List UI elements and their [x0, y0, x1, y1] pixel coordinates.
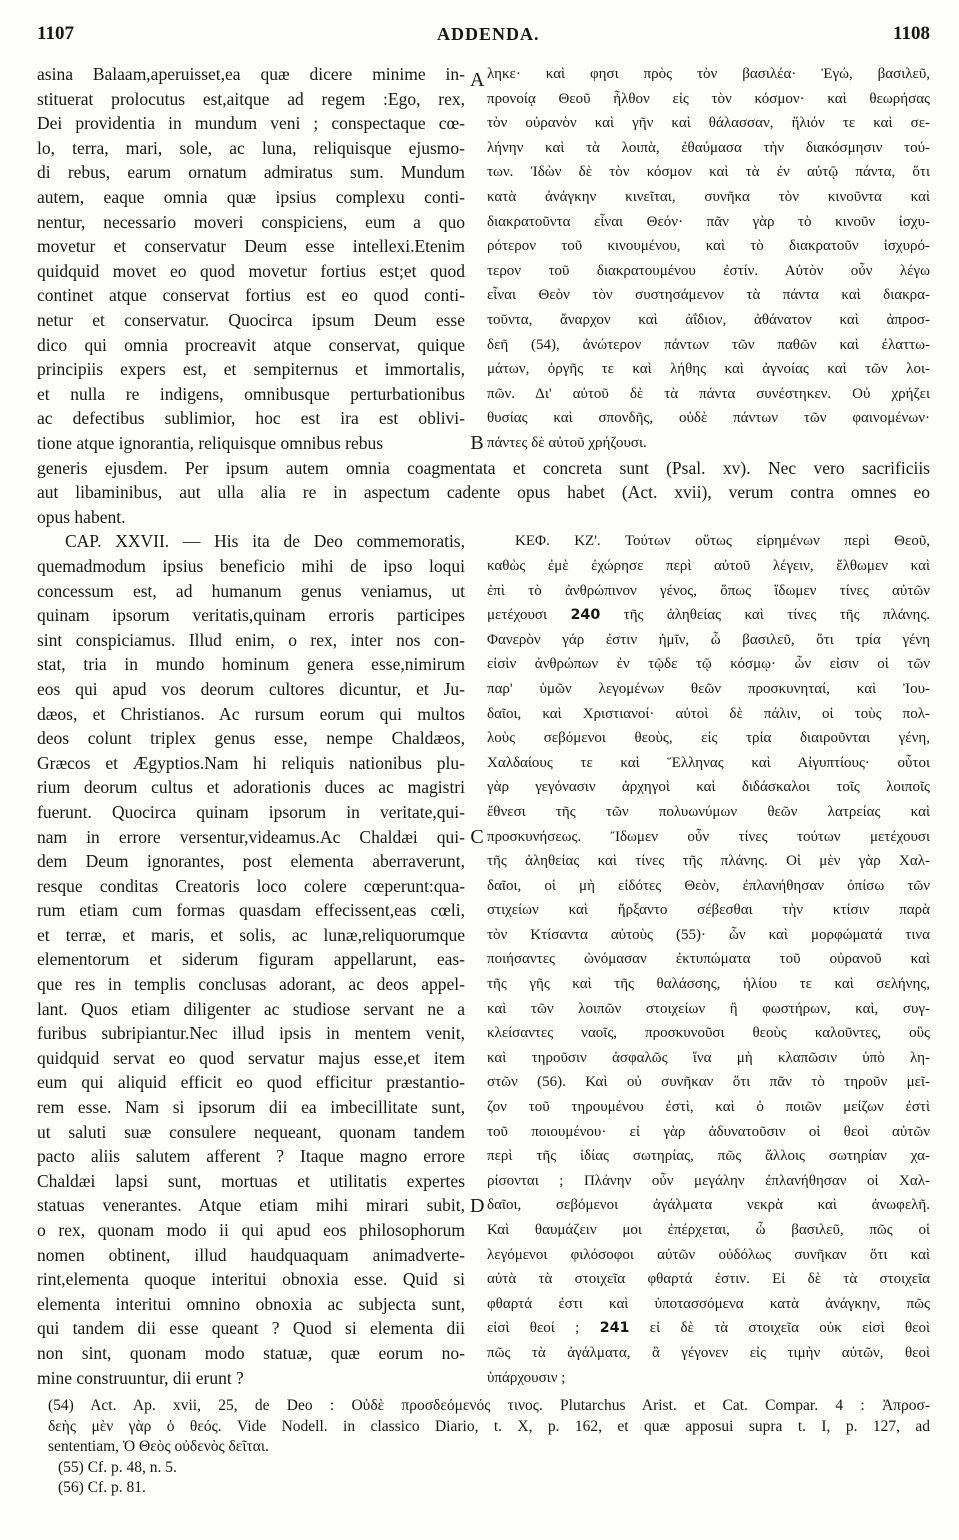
greek-line: των. Ἰδὼν δὲ τὸν κόσμον καὶ τὰ ἐν αὐτῷ πάντα, ὅτι: [487, 164, 930, 181]
full-width-line: generis ejusdem. Per ipsum autem omnia coagmentata et concreta sunt (Psal. xv). Nec vero sacrificiis: [37, 457, 930, 478]
greek-line: τὸν οὐρανὸν καὶ γῆν καὶ θάλασσαν, ἥλιόν τε καὶ σε-: [487, 115, 930, 132]
greek-line: μάτων, ὀργῆς τε καὶ λήθης καὶ ἀγνοίας καὶ τῶν λοι-: [487, 361, 930, 378]
greek-line: δεῆ (54), ἀνώτερον πάντων τῶν παθῶν καὶ ἐλαττω-: [487, 336, 930, 353]
latin-line: stituerat prolocutus est,aitque ad regem :Ego, rex,: [37, 88, 465, 109]
full-width-line: opus habent.: [37, 506, 126, 527]
footnote-line: (56) Cf. p. 81.: [58, 1479, 146, 1496]
greek-line: εἰσὶ θεοί ; 241 εἰ δὲ τὰ στοιχεῖα οὐκ εἰσὶ θεοὶ: [487, 1320, 930, 1337]
footnote: [48, 1458, 930, 1479]
latin-line: Græcos et Ægyptios.Nam hi reliquis nationibus plu-: [37, 752, 465, 773]
greek-line: αὐτὰ τὰ στοιχεῖα φθαρτά ἐστιν. Εἰ δὲ τὰ στοιχεῖα: [487, 1271, 930, 1288]
greek-line: ληκε· καὶ φησι πρὸς τὸν βασιλέα· Ἐγώ, βασιλεῦ,: [487, 66, 930, 82]
latin-line: asina Balaam,aperuisset,ea quæ dicere minime in-: [37, 64, 465, 84]
greek-line: ΚΕΦ. ΚΖ'. Τούτων οὕτως εἰρημένων περὶ Θεοῦ,: [515, 533, 930, 550]
greek-line: προνοίᾳ Θεοῦ ἦλθον εἰς τὸν κόσμον· καὶ θεωρήσας: [487, 90, 930, 107]
latin-line: mine construuntur, dii erunt ?: [37, 1367, 244, 1388]
latin-line: netur et conservatur. Quocirca ipsum Deum esse: [37, 309, 465, 330]
page-number-right: 1108: [893, 23, 930, 44]
margin-letter: C: [470, 825, 484, 848]
greek-line: τερον τοῦ διακρατουμένου ἐστίν. Αὐτὸν οὖν λέγω: [487, 262, 930, 279]
greek-line: ἐπὶ τὸ ἀνθρώπινον γένος, ὅπως ἴδωμεν τίνες αὐτῶν: [487, 582, 930, 599]
parallel-section-1: [37, 62, 930, 456]
parallel-section-2: [37, 529, 930, 1390]
greek-line: λεγόμενοι φιλόσοφοι αὐτῶν οὐδόλως συνῆκαν ὅτι καὶ: [487, 1246, 930, 1263]
greek-line: δαῖοι, οἱ μὴ εἰδότες Θεὸν, ἐπλανήθησαν ὀπίσω τῶν: [487, 877, 930, 894]
latin-line: autem, eaque omnia quæ ipsius complexu conti-: [37, 186, 465, 207]
greek-line: λοὺς σεβόμενοι θεοὺς, εἰς τρία διαιροῦνται γένη,: [487, 730, 930, 747]
greek-line: τὸν Κτίσαντα αὐτοὺς (55)· ὧν καὶ μορφώματά τινα: [487, 926, 930, 943]
greek-line: θυσίας καὶ σπονδῆς, οὐδὲ πάντων τῶν φαινομένων·: [487, 410, 930, 427]
full-width-paragraph: [37, 456, 930, 530]
latin-line: deos colunt triplex genus esse, nempe Chaldæos,: [37, 728, 465, 749]
latin-line: dem Deum ignorantes, post elementa aberraverunt,: [37, 851, 465, 872]
latin-line: principiis expers est, et sempiternus et immortalis,: [37, 359, 465, 380]
greek-line: πάντες δὲ αὐτοῦ χρήζουσι.: [487, 434, 647, 451]
full-width-line: aut libaminibus, aut ulla alia re in aspectum cadente opus habet (Act. xvii), verum contra omnes eo: [37, 482, 930, 503]
latin-line: qui tandem dii esse queant ? Quod si elementa dii: [37, 1318, 465, 1339]
latin-line: eum qui aliquid efficit eo quod efficitur præstantio-: [37, 1072, 465, 1093]
greek-line: κατὰ ἀνάγκην κινεῖται, συνῆκα τὸν κινοῦντα καὶ: [487, 188, 930, 205]
latin-line: eos qui apud vos deorum cultores dicuntur, et Ju-: [37, 678, 465, 699]
latin-line: et terræ, et maris, et solis, ac lunæ,reliquorumque: [37, 924, 465, 945]
greek-line: ρότερον τοῦ κινουμένου, καὶ τὸ διακρατοῦν ἰσχυρό-: [487, 238, 930, 255]
latin-column: [37, 529, 465, 1390]
latin-line: lant. Quos etiam diligenter ac studiose servant ne a: [37, 998, 465, 1019]
latin-line: lo, terra, mari, sole, ac luna, reliquisque ejusmo-: [37, 137, 465, 158]
greek-line: τῆς ἀληθείας καὶ τίνες τῆς πλάνης. Οἱ μὲν γὰρ Χαλ-: [487, 853, 930, 870]
footnote: [48, 1396, 930, 1458]
greek-line: στιχείων καὶ ἤρξαντο σέβεσθαι τὴν κτίσιν παρὰ: [487, 902, 930, 919]
footnote-line: sententiam, Ὁ Θεὸς οὐδενὸς δεῖται.: [48, 1438, 269, 1455]
greek-line: καὶ τῶν λοιπῶν στοιχείων ἢ φωστήρων, καὶ, συγ-: [487, 1000, 930, 1017]
greek-line: τῆς γῆς καὶ τῆς θαλάσσης, ἡλίου τε καὶ σελήνης,: [487, 976, 930, 993]
latin-line: tione atque ignorantia, reliquisque omnibus rebus: [37, 432, 384, 453]
latin-line: nentur, necessario moveri conspiciens, eum a quo: [37, 211, 465, 232]
latin-line: rem esse. Nam si ipsorum dii ea imbecillitate sunt,: [37, 1097, 465, 1118]
footnote-line: (55) Cf. p. 48, n. 5.: [58, 1458, 177, 1476]
greek-line: παρ' ὑμῶν λεγομένων θεῶν προσκυνηταί, καὶ Ἰου-: [487, 680, 930, 697]
latin-line: et nulla re indigens, omnibusque perturbationibus: [37, 383, 465, 404]
greek-line: καθὼς ἐμὲ ἐχώρησε περὶ αὐτοῦ λέγειν, ἔλθωμεν καὶ: [487, 557, 930, 574]
footnote-line: δεὴς μὲν γὰρ ὁ θεός. Vide Nodell. in classico Diario, t. X, p. 162, et quæ apposui supra t. I, p. 127, ad: [48, 1417, 930, 1435]
latin-line: rium deorum cultus et adorationis duces ac magistri: [37, 777, 465, 798]
latin-line: que res in templis conclusas adorant, ac deos appel-: [37, 974, 465, 995]
latin-line: nomen obtinent, illud haudquaquam animadverte-: [37, 1244, 465, 1265]
footnote-line: (54) Act. Ap. xvii, 25, de Deo : Οὐδὲ προσδεόμενός τινος. Plutarchus Arist. et Cat. Compar. 4 : Ἀπροσ-: [48, 1397, 930, 1414]
greek-line: τοῦντα, ἄναρχον καὶ ἀΐδιον, ἀθάνατον καὶ ἀπροσ-: [487, 311, 930, 328]
latin-line: quinam ipsorum veritatis,quinam erroris participes: [37, 605, 465, 626]
greek-line: γὰρ γεγόνασιν ἀρχηγοὶ καὶ διδάσκαλοι τοῖς λοιποῖς: [487, 779, 930, 796]
greek-line: δαῖοι, καὶ Χριστιανοί· αὐτοὶ δὲ πάλιν, οἱ τοὺς πολ-: [487, 705, 930, 722]
latin-line: CAP. XXVII. — His ita de Deo commemoratis,: [65, 531, 465, 552]
latin-line: movetur et conservatur Deum esse intellexi.Etenim: [37, 236, 465, 257]
latin-column: [37, 62, 465, 456]
latin-line: Dei providentia in mundum veni ; conspectaque cœ-: [37, 113, 465, 134]
latin-line: rum etiam cum formas quasdam effecissent,eas cœli,: [37, 900, 465, 921]
latin-line: statuas venerantes. Atque etiam mihi mirari subit,: [37, 1195, 465, 1216]
latin-line: elementorum et siderum figuram appellarunt, eas-: [37, 949, 465, 970]
greek-line: ὑπάρχουσιν ;: [487, 1369, 566, 1386]
latin-line: dæos, et Christianos. Ac rursum eorum qui multos: [37, 703, 465, 724]
greek-line: εἰσὶν ἀνθρώπων ἐν τῷδε τῷ κόσμῳ· ὧν εἰσιν οἱ τῶν: [487, 656, 930, 673]
latin-line: Chaldæi lapsi sunt, mortuas et utilitatis expertes: [37, 1170, 465, 1191]
latin-line: concessum est, ad humanum genus veniamus, ut: [37, 580, 465, 601]
latin-line: fuerunt. Quocirca quinam ipsorum in veritate,qui-: [37, 801, 465, 822]
greek-line: λήνην καὶ τὰ λοιπὰ, ἐθαύμασα τὴν διακόσμησιν τού-: [487, 139, 930, 156]
latin-line: quemadmodum ipsius beneficio mihi de ipso loqui: [37, 555, 465, 576]
footnotes: [48, 1396, 930, 1506]
margin-letter: A: [470, 69, 485, 91]
greek-line: φθαρτά ἐστι καὶ ὑποτασσόμενα κατὰ ἀνάγκην, πῶς: [487, 1295, 930, 1312]
latin-line: quidquid movet eo quod movetur fortius est;et quod: [37, 260, 465, 281]
greek-line: ποιήσαντες ὠνόμασαν ἐκτυπώματα τοῦ οὐρανοῦ καὶ: [487, 951, 930, 968]
greek-line: στῶν (56). Καὶ οὐ συνῆκαν ὅτι πᾶν τὸ τηροῦν μεῖ-: [487, 1074, 930, 1091]
latin-line: ac defectibus sublimior, hoc est ira est oblivi-: [37, 408, 465, 429]
greek-line: Φανερὸν γάρ ἐστιν ἡμῖν, ὦ βασιλεῦ, ὅτι τρία γένη: [487, 631, 930, 648]
latin-line: elementa interitui omnino obnoxia ac subjecta sunt,: [37, 1293, 465, 1314]
greek-line: εἶναι Θεὸν τὸν συστησάμενον τὰ πάντα καὶ διακρα-: [487, 287, 930, 304]
latin-line: di rebus, earum ornatum admiratus sum. Mundum: [37, 162, 465, 183]
latin-line: resque conditas Creatoris loco colere cœperunt:qua-: [37, 875, 465, 896]
latin-line: stat, tria in mundo hominum genera esse,nimirum: [37, 654, 465, 675]
greek-line: πῶν. Δι' αὐτοῦ δὲ τὰ πάντα συνέστηκεν. Οὐ χρήζει: [487, 385, 930, 402]
latin-line: furibus subripiantur.Nec illud ipsis in mentem venit,: [37, 1023, 465, 1044]
margin-letter: D: [470, 1194, 485, 1217]
footnote: [48, 1478, 930, 1499]
full-width-lines: [37, 456, 930, 530]
greek-line: ἔθνεσι τῆς τῶν πολυωνύμων θεῶν λατρείας καὶ: [487, 803, 930, 820]
greek-line: διακρατοῦντα εἶναι Θεόν· πᾶν γὰρ τὸ κινοῦν ἰσχυ-: [487, 213, 930, 230]
greek-line: μετέχουσι 240 τῆς ἀληθείας καὶ τίνες τῆς πλάνης.: [487, 607, 930, 624]
page-marker: 241: [599, 1320, 630, 1337]
latin-line: rint,elementa quoque interitui obnoxia esse. Quid si: [37, 1269, 465, 1290]
greek-line: ρίσονται ; Πλάνην οὖν μεγάλην ἐπλανήθησαν οἱ Χαλ-: [487, 1172, 930, 1189]
margin-letter: B: [470, 432, 484, 454]
greek-line: καὶ τηροῦσιν ἀσφαλῶς ἵνα μὴ κλαπῶσιν ὑπὸ λη-: [487, 1049, 930, 1066]
latin-line: pacto aliis salutem afferent ? Itaque magno errore: [37, 1146, 465, 1167]
latin-line: quidquid servat eo quod servatur majus esse,et item: [37, 1047, 465, 1068]
latin-line: nam in errore versentur,videamus.Ac Chaldæi qui-: [37, 826, 465, 847]
running-title: ADDENDA.: [437, 24, 540, 44]
greek-line: τοῦ ποιουμένου· εἰ γὰρ ἀδυνατοῦσιν οἱ θεοὶ αὐτῶν: [487, 1123, 930, 1140]
greek-line: προσκυνήσεως. Ἴδωμεν οὖν τίνες τούτων μετέχουσι: [487, 828, 930, 845]
latin-line: sint conspiciamus. Illud enim, o rex, inter nos con-: [37, 629, 465, 650]
latin-line: ut saluti suæ consulere nequeant, quonam tandem: [37, 1121, 465, 1142]
greek-line: πῶς τὰ ἀγάλματα, ἃ γέγονεν εἰς τιμὴν αὐτῶν, θεοὶ: [487, 1344, 930, 1361]
latin-line: dico qui omnia procreavit atque conservat, quique: [37, 334, 465, 355]
greek-line: ζον τοῦ τηρουμένου ἐστὶ, καὶ ὁ ποιῶν μείζων ἐστὶ: [487, 1099, 930, 1116]
greek-column: [487, 529, 930, 1390]
greek-line: κλείσαντες ναοῖς, προσκυνοῦσι θεοὺς καλοῦντες, οὓς: [487, 1025, 930, 1042]
latin-line: o rex, quonam modo ii qui apud eos philosophorum: [37, 1220, 465, 1241]
greek-line: Χαλδαίους τε καὶ Ἕλληνας καὶ Αἰγυπτίους· οὗτοι: [487, 754, 930, 771]
greek-column: [487, 62, 930, 456]
latin-line: continet atque conservat fortius est eo quod conti-: [37, 285, 465, 306]
greek-line: δαῖοι, σεβόμενοι ἀγάλματα νεκρὰ καὶ ἀνωφελῆ.: [487, 1197, 930, 1214]
page-marker: 240: [570, 607, 601, 624]
latin-line: non sint, quonam modo statuæ, quæ eorum no-: [37, 1342, 465, 1363]
page-number-left: 1107: [37, 23, 74, 44]
greek-line: Καὶ θαυμάζειν μοι ἐπέρχεται, ὦ βασιλεῦ, πῶς οἱ: [487, 1222, 930, 1239]
greek-line: περὶ τῆς ἰδίας σωτηρίας, πῶς ἄλλοις σωτηρίαν χα-: [487, 1148, 930, 1165]
